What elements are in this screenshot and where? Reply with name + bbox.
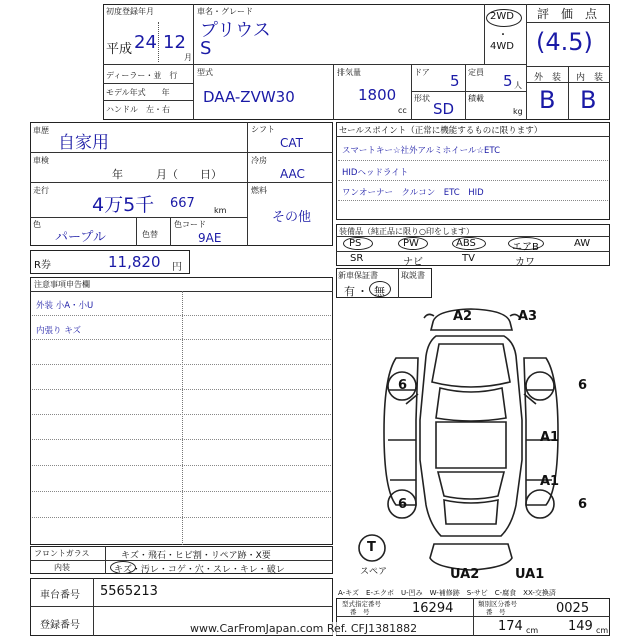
manual-label: 取説書 bbox=[401, 271, 425, 280]
mileage-sub: 667 bbox=[170, 196, 195, 211]
doors-label: ドア bbox=[414, 68, 430, 77]
usage-label: 車歴 bbox=[33, 126, 49, 135]
equip-abs: ABS bbox=[456, 238, 476, 249]
int-grade: B bbox=[580, 86, 597, 114]
len-unit: cm bbox=[526, 626, 539, 635]
kg-unit: kg bbox=[513, 107, 523, 116]
reg-month: 12 bbox=[163, 32, 186, 53]
width-value: 149 bbox=[568, 619, 593, 634]
width-unit: cm bbox=[596, 626, 609, 635]
ac: AAC bbox=[280, 167, 305, 181]
handle-label: ハンドル 左・右 bbox=[106, 105, 170, 114]
sales-point: ワンオーナー クルコン ETC HID bbox=[342, 188, 484, 198]
equip-ps: PS bbox=[349, 238, 362, 249]
damage-mark: UA2 bbox=[450, 567, 480, 582]
inspection-label: 車検 bbox=[33, 156, 49, 165]
front-glass-label: フロントガラス bbox=[34, 549, 90, 558]
stock-label-1: 型式指定番号 bbox=[342, 600, 381, 608]
equip-pw: PW bbox=[403, 238, 419, 249]
car-grade: S bbox=[200, 38, 212, 59]
color: パープル bbox=[55, 230, 106, 245]
usage: 自家用 bbox=[58, 133, 109, 153]
mileage: 4万5千 bbox=[92, 194, 155, 216]
capacity-unit: 人 bbox=[514, 81, 522, 90]
recycle-value: 11,820 bbox=[108, 253, 161, 271]
reg-label: 登録番号 bbox=[40, 620, 80, 631]
damage-legend: A-キズ E-エクボ U-凹み W-補修跡 S-サビ C-腐食 XX-交換済 bbox=[338, 589, 556, 597]
type-label: 型式 bbox=[197, 68, 213, 77]
month-unit: 月 bbox=[184, 53, 192, 62]
damage-mark: A1 bbox=[540, 474, 560, 489]
damage-mark: UA1 bbox=[515, 567, 545, 582]
note-line: 内張り キズ bbox=[36, 326, 82, 336]
front-glass-outline bbox=[436, 388, 506, 421]
ac-label: 冷房 bbox=[251, 156, 267, 165]
damage-mark: 6 bbox=[398, 378, 408, 393]
int-label: 内 装 bbox=[576, 73, 604, 83]
drive-2wd: 2WD bbox=[490, 11, 514, 22]
damage-mark: A3 bbox=[518, 309, 538, 324]
class-no: 0025 bbox=[556, 601, 590, 616]
damage-mark: 6 bbox=[578, 378, 588, 393]
sales-point: HIDヘッドライト bbox=[342, 168, 409, 178]
car-diagram bbox=[336, 300, 610, 585]
hood-outline bbox=[432, 344, 510, 387]
equip-tv: TV bbox=[462, 253, 475, 264]
warranty-yes: 有 bbox=[344, 285, 355, 298]
stock-label-2: 番 号 bbox=[350, 608, 370, 616]
watermark: www.CarFromJapan.com Ref. CFJ1381882 bbox=[190, 622, 418, 635]
shift-label: シフト bbox=[251, 125, 275, 134]
equip-navi: ナビ bbox=[403, 257, 423, 268]
rear-glass-outline bbox=[438, 472, 504, 499]
spare-label: スペア bbox=[360, 567, 388, 577]
paint-label: 色替 bbox=[142, 230, 158, 239]
first-reg-label: 初度登録年月 bbox=[106, 7, 154, 16]
shape-label: 形状 bbox=[414, 94, 430, 103]
score: (4.5) bbox=[536, 28, 593, 56]
color-code: 9AE bbox=[198, 231, 222, 245]
era: 平成 bbox=[106, 42, 133, 57]
displacement: 1800 bbox=[358, 86, 397, 104]
ext-label: 外 装 bbox=[534, 73, 562, 83]
recycle-unit: 円 bbox=[172, 262, 182, 273]
fuel: その他 bbox=[272, 210, 312, 225]
car-name: プリウス bbox=[200, 20, 271, 41]
km-unit: km bbox=[214, 206, 227, 215]
dealer-label: ディーラー・並 行 bbox=[106, 71, 178, 80]
class-label-2: 番 号 bbox=[486, 608, 506, 616]
front-glass-text: キズ・飛石・ヒビ割・リペア跡・X要 bbox=[121, 551, 271, 561]
shift: CAT bbox=[280, 136, 303, 150]
stock-no: 16294 bbox=[412, 601, 454, 616]
inspection-line: 年 月（ 日） bbox=[112, 168, 222, 181]
sales-label: セールスポイント（正常に機能するものに限ります） bbox=[339, 126, 543, 136]
warranty-no: 無 bbox=[374, 285, 385, 298]
drive-4wd: 4WD bbox=[490, 41, 514, 52]
class-label-1: 類別区分番号 bbox=[478, 600, 517, 608]
interior-scratch-circle bbox=[110, 561, 136, 574]
cc-unit: cc bbox=[398, 106, 407, 115]
notes-label: 注意事項申告欄 bbox=[34, 280, 90, 289]
sales-point: スマートキー☆社外アルミホイール☆ETC bbox=[342, 146, 501, 156]
drive-dot: ・ bbox=[498, 30, 508, 41]
trunk-outline bbox=[444, 500, 498, 524]
equip-sr: SR bbox=[350, 253, 364, 264]
damage-mark: 6 bbox=[578, 497, 588, 512]
equip-aw: AW bbox=[574, 238, 591, 249]
load-label: 積載 bbox=[468, 94, 484, 103]
score-label: 評 価 点 bbox=[537, 7, 598, 21]
note-line: 外装 小A・小U bbox=[36, 301, 94, 311]
damage-mark: T bbox=[367, 540, 376, 555]
equip-airbag: エアB bbox=[512, 242, 539, 253]
capacity-label: 定員 bbox=[468, 68, 484, 77]
len-value: 174 bbox=[498, 619, 523, 634]
chassis-no: 5565213 bbox=[100, 584, 158, 599]
model-code: DAA-ZVW30 bbox=[203, 88, 295, 106]
warranty-no-circle bbox=[369, 281, 391, 297]
car-name-label: 車名・グレード bbox=[197, 7, 253, 16]
mileage-label: 走行 bbox=[33, 186, 49, 195]
damage-mark: 6 bbox=[398, 497, 408, 512]
damage-mark: A2 bbox=[453, 309, 473, 324]
chassis-label: 車台番号 bbox=[40, 590, 80, 601]
reg-year: 24 bbox=[134, 32, 157, 53]
color-code-label: 色コード bbox=[174, 220, 206, 229]
recycle-label: R券 bbox=[34, 260, 51, 271]
shape: SD bbox=[433, 100, 455, 118]
capacity: 5 bbox=[503, 72, 513, 90]
interior-text: キズ・汚レ・コゲ・穴・スレ・キレ・破レ bbox=[114, 565, 285, 575]
displacement-label: 排気量 bbox=[337, 68, 361, 77]
damage-mark: A1 bbox=[540, 430, 560, 445]
warranty-dot: ・ bbox=[357, 285, 368, 298]
fuel-label: 燃料 bbox=[251, 186, 267, 195]
roof-outline bbox=[436, 422, 506, 468]
equip-label: 装備品（純正品に限り○印をします） bbox=[339, 227, 474, 236]
equip-leather: カワ bbox=[515, 257, 535, 268]
doors: 5 bbox=[450, 72, 460, 90]
interior-label: 内装 bbox=[54, 563, 70, 572]
warranty-label: 新車保証書 bbox=[338, 271, 378, 280]
ext-grade: B bbox=[539, 86, 556, 114]
model-year-label: モデル年式 年 bbox=[106, 88, 170, 97]
color-label: 色 bbox=[33, 220, 41, 229]
